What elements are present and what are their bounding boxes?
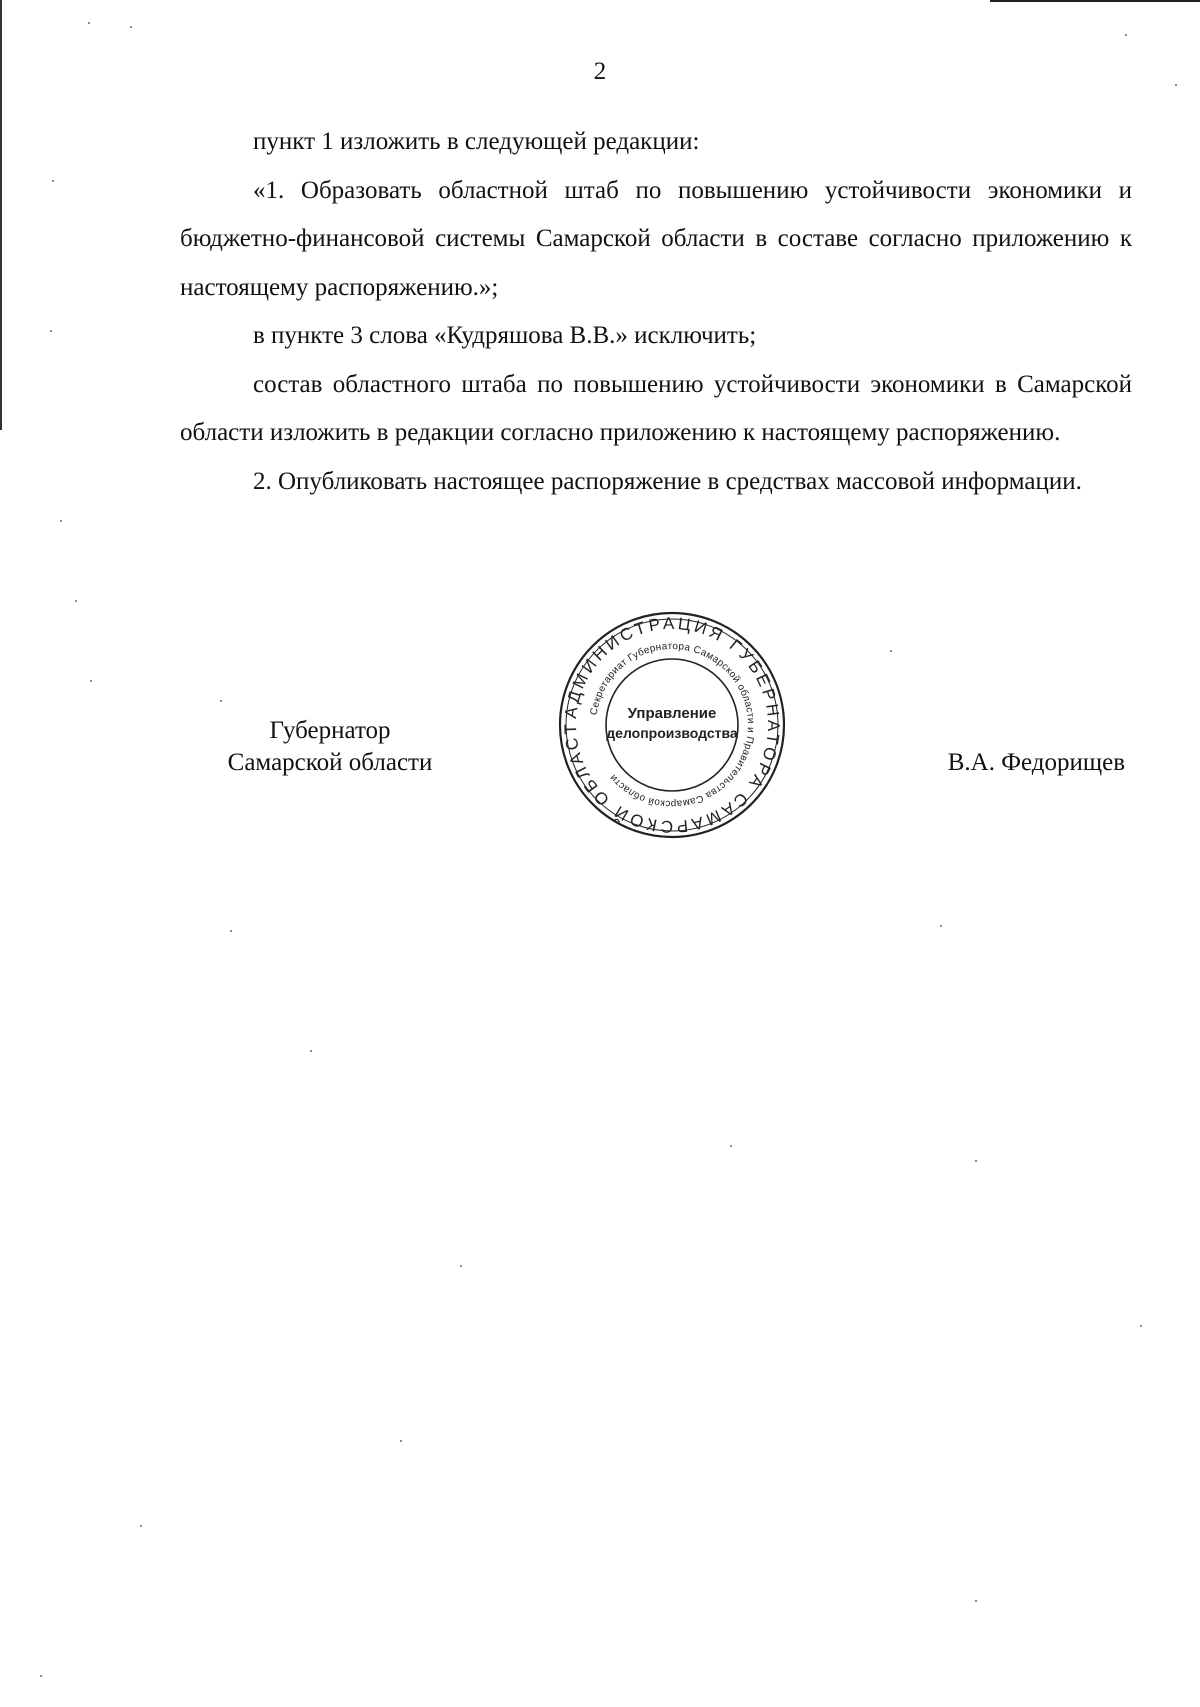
scan-speck <box>975 1600 977 1602</box>
scan-speck <box>130 26 132 28</box>
scan-speck <box>88 22 90 24</box>
scan-speck <box>90 680 92 682</box>
scan-speck <box>1125 34 1127 36</box>
signatory-title-line1: Губернатор <box>269 717 391 744</box>
scan-speck <box>940 925 942 927</box>
scan-speck <box>40 1675 42 1677</box>
scan-speck <box>220 700 222 702</box>
scan-speck <box>975 1160 977 1162</box>
scan-speck <box>400 1440 402 1442</box>
paragraph-5: 2. Опубликовать настоящее распоряжение в средствах массовой информации. <box>253 467 1082 495</box>
scan-speck <box>310 1050 312 1052</box>
scan-speck <box>50 330 52 332</box>
scan-speck <box>460 1265 462 1267</box>
paragraph-2: «1. Образовать областной штаб по повышению устойчивости экономики и бюджетно-финансовой системы Самарской области в составе согласно приложению к настоящему распоряжению.»; <box>180 176 1132 301</box>
signatory-name: В.А. Федорищев <box>947 749 1125 776</box>
stamp-seal-icon <box>552 605 792 845</box>
stamp-center-line1: Управление <box>627 705 717 722</box>
scan-speck <box>1140 1325 1142 1327</box>
scan-speck <box>230 930 232 932</box>
scan-speck <box>730 1145 732 1147</box>
scan-speck <box>890 650 892 652</box>
page-number: 2 <box>593 58 607 85</box>
official-stamp <box>552 605 792 845</box>
signatory-title-line2: Самарской области <box>227 749 433 776</box>
paragraph-4: состав областного штаба по повышению устойчивости экономики в Самарской области изложить в редакции согласно приложению к настоящему распоряжению. <box>180 370 1132 446</box>
paragraph-1: пункт 1 изложить в следующей редакции: <box>253 128 700 155</box>
scan-speck <box>140 1525 142 1527</box>
scan-speck <box>75 600 77 602</box>
stamp-outer-text-path: АДМИНИСТРАЦИЯ ГУБЕРНАТОРА САМАРСКОЙ ОБЛАСТ <box>560 613 784 837</box>
stamp-center-line2: делопроизводства <box>606 725 738 741</box>
paragraph-3: в пункте 3 слова «Кудряшова В.В.» исключить; <box>253 322 757 349</box>
scan-speck <box>60 520 62 522</box>
scan-speck <box>52 180 54 182</box>
stamp-inner-text-path: Секретариат Губернатора Самарской области и Правительства Самарской области <box>588 640 757 810</box>
scan-speck <box>1175 84 1177 86</box>
signatory-title <box>170 715 490 779</box>
